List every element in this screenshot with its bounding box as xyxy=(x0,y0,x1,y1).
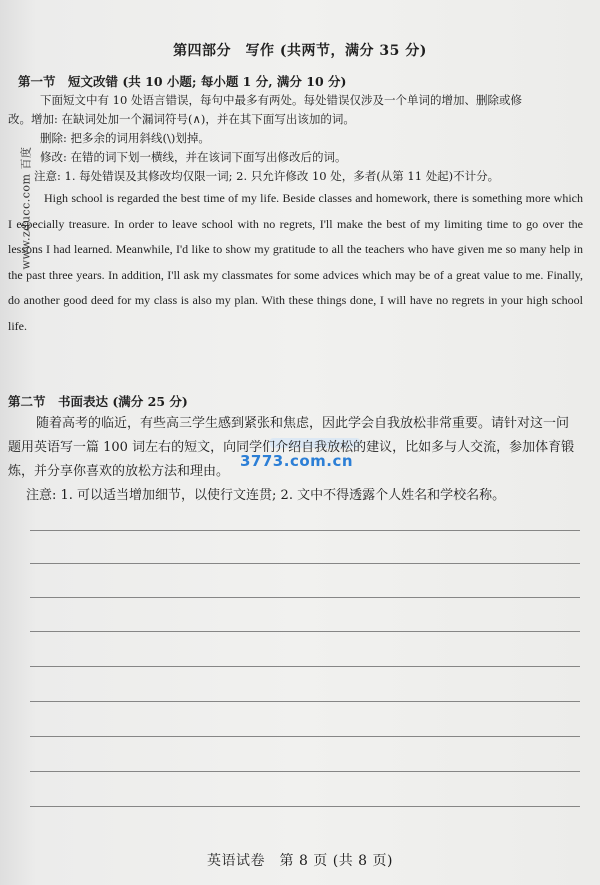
writing-line xyxy=(30,701,580,702)
section1-intro-line1: 下面短文中有 10 处语言错误，每句中最多有两处。每处错误仅涉及一个单词的增加、删除或修 xyxy=(40,93,522,107)
writing-line xyxy=(30,530,580,531)
writing-line xyxy=(30,771,580,772)
section1-heading: 第一节 短文改错 (共 10 小题; 每小题 1 分, 满分 10 分) xyxy=(18,74,347,89)
section1-intro-line2: 改。增加: 在缺词处加一个漏词符号(∧)，并在其下面写出该加的词。 xyxy=(8,112,355,126)
writing-line xyxy=(30,666,580,667)
watermark-side-text: www.zducc.com 百度 xyxy=(19,146,33,270)
writing-line xyxy=(30,736,580,737)
section1-rule-modify: 修改: 在错的词下划一横线，并在该词下面写出修改后的词。 xyxy=(40,150,347,164)
watermark-site-text: 3773.com.cn xyxy=(240,452,354,470)
writing-line xyxy=(30,631,580,632)
section2-prompt-line2: 题用英语写一篇 100 词左右的短文，向同学们介绍自我放松的建议，比如多与人交流，参加体育锻 xyxy=(8,440,575,455)
section1-notes: 注意: 1. 每处错误及其修改均仅限一词; 2. 只允许修改 10 处，多者(从第 11 处起)不计分。 xyxy=(34,169,500,183)
section2-heading: 第二节 书面表达 (满分 25 分) xyxy=(8,394,188,409)
writing-line xyxy=(30,806,580,807)
section2-notes: 注意: 1. 可以适当增加细节，以使行文连贯; 2. 文中不得透露个人姓名和学校名称。 xyxy=(26,488,506,503)
section2-prompt-line3: 炼，并分享你喜欢的放松方法和理由。 xyxy=(8,464,230,479)
page-footer: 英语试卷 第 8 页 (共 8 页) xyxy=(207,853,393,869)
writing-line xyxy=(30,563,580,564)
section2-prompt-line1: 随着高考的临近，有些高三学生感到紧张和焦虑，因此学会自我放松非常重要。请针对这一问 xyxy=(36,416,570,431)
section1-rule-delete: 删除: 把多余的词用斜线(\)划掉。 xyxy=(40,131,210,145)
page-title: 第四部分 写作 (共两节，满分 35 分) xyxy=(173,43,427,59)
writing-line xyxy=(30,597,580,598)
correction-essay: High school is regarded the best time of my life. Beside classes and homework, there is something more which I especially treasure. In order to leave school with no regrets, I'll make the best of my limiting time to go over the lessons I had learned. Meanwhile, I'd like to show my gratitude to all the teachers who have given me so many help in the past three years. In addition, I'll ask my classmates for some advices which may be of a great value to me. Finally, do another good deed for my class is also my plan. With these things done, I will have no regrets in your high school life. xyxy=(8,191,583,333)
